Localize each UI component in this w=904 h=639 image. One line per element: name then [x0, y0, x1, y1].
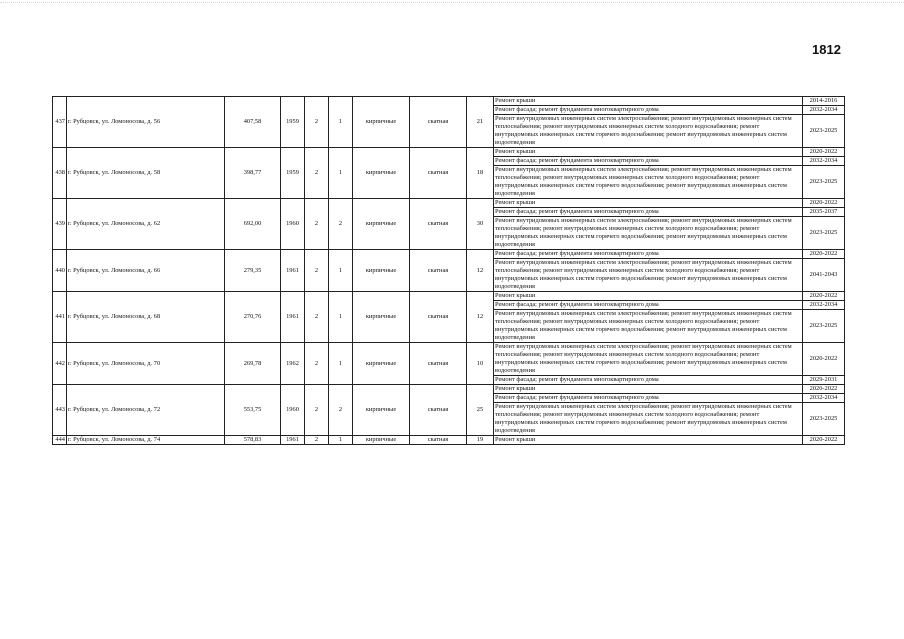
build-year: 1959 — [281, 148, 305, 199]
capital-repair-table — [52, 96, 845, 445]
repair-work: Ремонт внутридомовых инженерных систем электроснабжения; ремонт внутридомовых инженерных систем теплоснабжения; ремонт внутридомовых инженерных систем холодного водоснабжения; ремонт внутридомовых инженерных систем горячего водоснабжения; ремонт внутридомовых инженерных систем водоотведения — [494, 217, 803, 250]
row-number: 442 — [53, 343, 67, 385]
floor-count: 2 — [305, 436, 329, 445]
house-area: 553,75 — [225, 385, 281, 436]
table-row — [53, 436, 845, 445]
roof-type: скатная — [410, 199, 467, 250]
row-number: 438 — [53, 148, 67, 199]
row-number: 443 — [53, 385, 67, 436]
house-area: 407,58 — [225, 97, 281, 148]
repair-period: 2020-2022 — [803, 199, 845, 208]
house-address: г. Рубцовск, ул. Ломоносова, д. 72 — [67, 385, 225, 436]
repair-work: Ремонт внутридомовых инженерных систем электроснабжения; ремонт внутридомовых инженерных систем теплоснабжения; ремонт внутридомовых инженерных систем холодного водоснабжения; ремонт внутридомовых инженерных систем горячего водоснабжения; ремонт внутридомовых инженерных систем водоотведения — [494, 115, 803, 148]
roof-type: скатная — [410, 250, 467, 292]
repair-work: Ремонт крыши — [494, 148, 803, 157]
repair-work: Ремонт фасада; ремонт фундамента многоквартирного дома — [494, 394, 803, 403]
repair-work: Ремонт фасада; ремонт фундамента многоквартирного дома — [494, 301, 803, 310]
house-address: г. Рубцовск, ул. Ломоносова, д. 74 — [67, 436, 225, 445]
build-year: 1961 — [281, 436, 305, 445]
house-area: 269,78 — [225, 343, 281, 385]
row-number: 439 — [53, 199, 67, 250]
repair-period: 2023-2025 — [803, 115, 845, 148]
page-number: 1812 — [812, 42, 841, 57]
table-row — [53, 199, 845, 208]
roof-type: скатная — [410, 343, 467, 385]
wall-material: кирпичные — [353, 385, 410, 436]
resident-count: 25 — [467, 385, 494, 436]
repair-period: 2023-2025 — [803, 403, 845, 436]
repair-period: 2020-2022 — [803, 292, 845, 301]
wall-material: кирпичные — [353, 436, 410, 445]
repair-period: 2020-2022 — [803, 436, 845, 445]
repair-period: 2041-2043 — [803, 259, 845, 292]
build-year: 1960 — [281, 199, 305, 250]
repair-period: 2020-2022 — [803, 343, 845, 376]
resident-count: 18 — [467, 148, 494, 199]
repair-period: 2023-2025 — [803, 217, 845, 250]
house-address: г. Рубцовск, ул. Ломоносова, д. 68 — [67, 292, 225, 343]
resident-count: 12 — [467, 292, 494, 343]
row-number: 437 — [53, 97, 67, 148]
roof-type: скатная — [410, 292, 467, 343]
house-area: 578,83 — [225, 436, 281, 445]
repair-work: Ремонт внутридомовых инженерных систем электроснабжения; ремонт внутридомовых инженерных систем теплоснабжения; ремонт внутридомовых инженерных систем холодного водоснабжения; ремонт внутридомовых инженерных систем горячего водоснабжения; ремонт внутридомовых инженерных систем водоотведения — [494, 403, 803, 436]
entrance-count: 1 — [329, 343, 353, 385]
entrance-count: 2 — [329, 385, 353, 436]
repair-period: 2023-2025 — [803, 166, 845, 199]
repair-period: 2020-2022 — [803, 385, 845, 394]
resident-count: 30 — [467, 199, 494, 250]
repair-work: Ремонт фасада; ремонт фундамента многоквартирного дома — [494, 250, 803, 259]
repair-period: 2020-2022 — [803, 148, 845, 157]
table-row — [53, 250, 845, 259]
floor-count: 2 — [305, 199, 329, 250]
floor-count: 2 — [305, 292, 329, 343]
resident-count: 12 — [467, 250, 494, 292]
wall-material: кирпичные — [353, 343, 410, 385]
repair-period: 2035-2037 — [803, 208, 845, 217]
table-row — [53, 343, 845, 376]
repair-work: Ремонт фасада; ремонт фундамента многоквартирного дома — [494, 157, 803, 166]
build-year: 1959 — [281, 97, 305, 148]
floor-count: 2 — [305, 250, 329, 292]
repair-period: 2014-2016 — [803, 97, 845, 106]
repair-period: 2023-2025 — [803, 310, 845, 343]
repair-work: Ремонт внутридомовых инженерных систем электроснабжения; ремонт внутридомовых инженерных систем теплоснабжения; ремонт внутридомовых инженерных систем холодного водоснабжения; ремонт внутридомовых инженерных систем горячего водоснабжения; ремонт внутридомовых инженерных систем водоотведения — [494, 310, 803, 343]
repair-work: Ремонт фасада; ремонт фундамента многоквартирного дома — [494, 106, 803, 115]
wall-material: кирпичные — [353, 250, 410, 292]
table-row — [53, 148, 845, 157]
table-row — [53, 97, 845, 106]
repair-work: Ремонт внутридомовых инженерных систем электроснабжения; ремонт внутридомовых инженерных систем теплоснабжения; ремонт внутридомовых инженерных систем холодного водоснабжения; ремонт внутридомовых инженерных систем горячего водоснабжения; ремонт внутридомовых инженерных систем водоотведения — [494, 259, 803, 292]
resident-count: 19 — [467, 436, 494, 445]
house-area: 270,76 — [225, 292, 281, 343]
roof-type: скатная — [410, 148, 467, 199]
repair-work: Ремонт крыши — [494, 199, 803, 208]
row-number: 444 — [53, 436, 67, 445]
house-area: 692,00 — [225, 199, 281, 250]
build-year: 1961 — [281, 292, 305, 343]
wall-material: кирпичные — [353, 97, 410, 148]
repair-period: 2029-2031 — [803, 376, 845, 385]
house-address: г. Рубцовск, ул. Ломоносова, д. 58 — [67, 148, 225, 199]
entrance-count: 1 — [329, 292, 353, 343]
entrance-count: 1 — [329, 250, 353, 292]
entrance-count: 1 — [329, 97, 353, 148]
house-area: 279,35 — [225, 250, 281, 292]
build-year: 1962 — [281, 343, 305, 385]
entrance-count: 1 — [329, 148, 353, 199]
repair-work: Ремонт фасада; ремонт фундамента многоквартирного дома — [494, 376, 803, 385]
repair-work: Ремонт фасада; ремонт фундамента многоквартирного дома — [494, 208, 803, 217]
row-number: 440 — [53, 250, 67, 292]
resident-count: 21 — [467, 97, 494, 148]
build-year: 1961 — [281, 250, 305, 292]
repair-period: 2032-2034 — [803, 394, 845, 403]
floor-count: 2 — [305, 97, 329, 148]
repair-period: 2020-2022 — [803, 250, 845, 259]
house-area: 398,77 — [225, 148, 281, 199]
repair-work: Ремонт крыши — [494, 292, 803, 301]
table-row — [53, 292, 845, 301]
roof-type: скатная — [410, 385, 467, 436]
scan-artifact-line — [0, 2, 904, 6]
roof-type: скатная — [410, 97, 467, 148]
repair-period: 2032-2034 — [803, 106, 845, 115]
table-body — [53, 97, 845, 445]
repair-period: 2032-2034 — [803, 301, 845, 310]
repair-work: Ремонт крыши — [494, 436, 803, 445]
repair-work: Ремонт внутридомовых инженерных систем электроснабжения; ремонт внутридомовых инженерных систем теплоснабжения; ремонт внутридомовых инженерных систем холодного водоснабжения; ремонт внутридомовых инженерных систем горячего водоснабжения; ремонт внутридомовых инженерных систем водоотведения — [494, 166, 803, 199]
wall-material: кирпичные — [353, 292, 410, 343]
row-number: 441 — [53, 292, 67, 343]
entrance-count: 1 — [329, 436, 353, 445]
table-row — [53, 385, 845, 394]
repair-work: Ремонт внутридомовых инженерных систем электроснабжения; ремонт внутридомовых инженерных систем теплоснабжения; ремонт внутридомовых инженерных систем холодного водоснабжения; ремонт внутридомовых инженерных систем горячего водоснабжения; ремонт внутридомовых инженерных систем водоотведения — [494, 343, 803, 376]
floor-count: 2 — [305, 385, 329, 436]
house-address: г. Рубцовск, ул. Ломоносова, д. 62 — [67, 199, 225, 250]
build-year: 1960 — [281, 385, 305, 436]
roof-type: скатная — [410, 436, 467, 445]
house-address: г. Рубцовск, ул. Ломоносова, д. 66 — [67, 250, 225, 292]
entrance-count: 2 — [329, 199, 353, 250]
resident-count: 10 — [467, 343, 494, 385]
house-address: г. Рубцовск, ул. Ломоносова, д. 56 — [67, 97, 225, 148]
floor-count: 2 — [305, 148, 329, 199]
wall-material: кирпичные — [353, 199, 410, 250]
repair-work: Ремонт крыши — [494, 385, 803, 394]
house-address: г. Рубцовск, ул. Ломоносова, д. 70 — [67, 343, 225, 385]
floor-count: 2 — [305, 343, 329, 385]
repair-work: Ремонт крыши — [494, 97, 803, 106]
wall-material: кирпичные — [353, 148, 410, 199]
repair-period: 2032-2034 — [803, 157, 845, 166]
